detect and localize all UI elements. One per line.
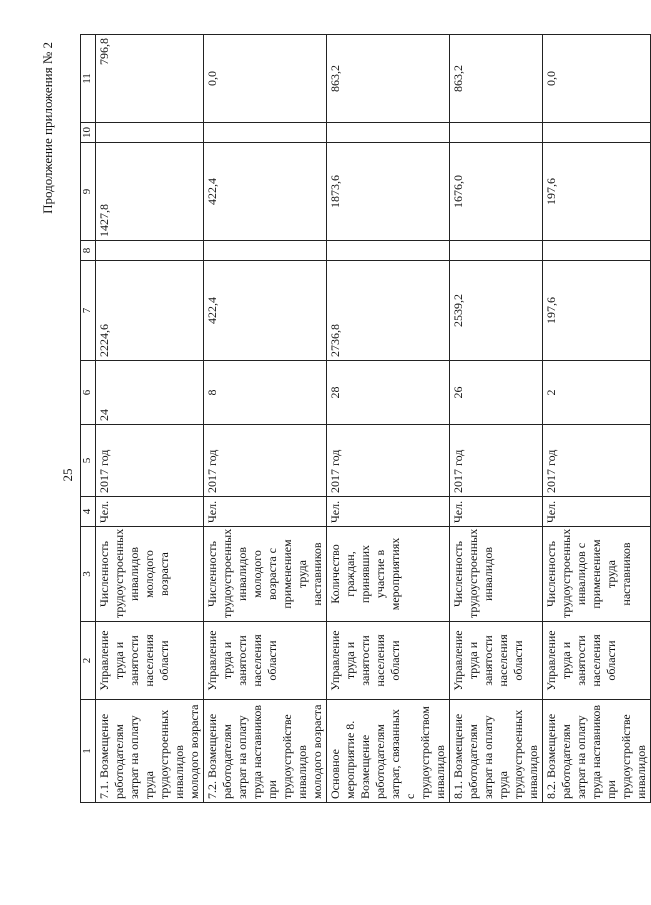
table-row — [203, 35, 326, 803]
measure-name: Основное мероприятие 8. Возмещение работодателям затрат, связанных с трудоустройством инвалидов — [326, 700, 449, 803]
indicator-value: 26 — [449, 361, 542, 425]
indicator: Количество граждан, принявших участие в мероприятиях — [326, 527, 449, 622]
measure-name: 8.1. Возмещение работодателям затрат на оплату труда трудоустроенных инвалидов — [449, 700, 542, 803]
column-8-value — [542, 241, 650, 261]
column-number: 9 — [81, 143, 96, 241]
column-11-value: 0,0 — [203, 35, 326, 123]
column-10-value — [542, 123, 650, 143]
unit: Чел. — [326, 497, 449, 527]
year: 2017 год — [326, 425, 449, 497]
column-11-value: 863,2 — [326, 35, 449, 123]
column-9-value: 197,6 — [542, 143, 650, 241]
column-11-value: 796,8 — [95, 35, 203, 123]
year: 2017 год — [449, 425, 542, 497]
program-table — [80, 34, 651, 803]
column-9-value: 1676,0 — [449, 143, 542, 241]
column-10-value — [326, 123, 449, 143]
table-row — [449, 35, 542, 803]
column-8-value — [95, 241, 203, 261]
column-9-value: 1427,8 — [95, 143, 203, 241]
column-10-value — [449, 123, 542, 143]
table-row — [542, 35, 650, 803]
column-7-value: 422,4 — [203, 261, 326, 361]
year: 2017 год — [95, 425, 203, 497]
year: 2017 год — [542, 425, 650, 497]
column-9-value: 422,4 — [203, 143, 326, 241]
column-number: 8 — [81, 241, 96, 261]
column-11-value: 863,2 — [449, 35, 542, 123]
column-8-value — [449, 241, 542, 261]
column-7-value: 2224,6 — [95, 261, 203, 361]
column-number: 6 — [81, 361, 96, 425]
executor: Управление труда и занятости населения области — [542, 622, 650, 700]
indicator-value: 28 — [326, 361, 449, 425]
indicator: Численность трудоустроенных инвалидов с применением труда наставников — [542, 527, 650, 622]
column-8-value — [203, 241, 326, 261]
column-10-value — [95, 123, 203, 143]
measure-name: 7.2. Возмещение работодателям затрат на оплату труда наставников при трудоустройстве инвалидов молодого возраста — [203, 700, 326, 803]
table-row — [326, 35, 449, 803]
measure-name: 8.2. Возмещение работодателям затрат на оплату труда наставников при трудоустройстве инвалидов — [542, 700, 650, 803]
column-number-row — [81, 35, 96, 803]
column-7-value: 2736,8 — [326, 261, 449, 361]
indicator: Численность трудоустроенных инвалидов — [449, 527, 542, 622]
continuation-label: Продолжение приложения № 2 — [40, 42, 55, 214]
unit: Чел. — [449, 497, 542, 527]
indicator-value: 24 — [95, 361, 203, 425]
unit: Чел. — [203, 497, 326, 527]
column-number: 10 — [81, 123, 96, 143]
column-8-value — [326, 241, 449, 261]
column-number: 4 — [81, 497, 96, 527]
executor: Управление труда и занятости населения области — [449, 622, 542, 700]
page-number: 25 — [60, 468, 75, 482]
table-row — [95, 35, 203, 803]
executor: Управление труда и занятости населения области — [95, 622, 203, 700]
column-10-value — [203, 123, 326, 143]
indicator-value: 8 — [203, 361, 326, 425]
column-11-value: 0,0 — [542, 35, 650, 123]
measure-name: 7.1. Возмещение работодателям затрат на оплату труда трудоустроенных инвалидов молодого возраста — [95, 700, 203, 803]
executor: Управление труда и занятости населения области — [326, 622, 449, 700]
year: 2017 год — [203, 425, 326, 497]
unit: Чел. — [95, 497, 203, 527]
column-number: 7 — [81, 261, 96, 361]
column-number: 3 — [81, 527, 96, 622]
column-number: 1 — [81, 700, 96, 803]
executor: Управление труда и занятости населения области — [203, 622, 326, 700]
column-number: 2 — [81, 622, 96, 700]
column-number: 5 — [81, 425, 96, 497]
column-9-value: 1873,6 — [326, 143, 449, 241]
column-7-value: 197,6 — [542, 261, 650, 361]
unit: Чел. — [542, 497, 650, 527]
indicator-value: 2 — [542, 361, 650, 425]
column-7-value: 2539,2 — [449, 261, 542, 361]
indicator: Численность трудоустроенных инвалидов молодого возраста — [95, 527, 203, 622]
column-number: 11 — [81, 35, 96, 123]
indicator: Численность трудоустроенных инвалидов молодого возраста с применением труда наставников — [203, 527, 326, 622]
